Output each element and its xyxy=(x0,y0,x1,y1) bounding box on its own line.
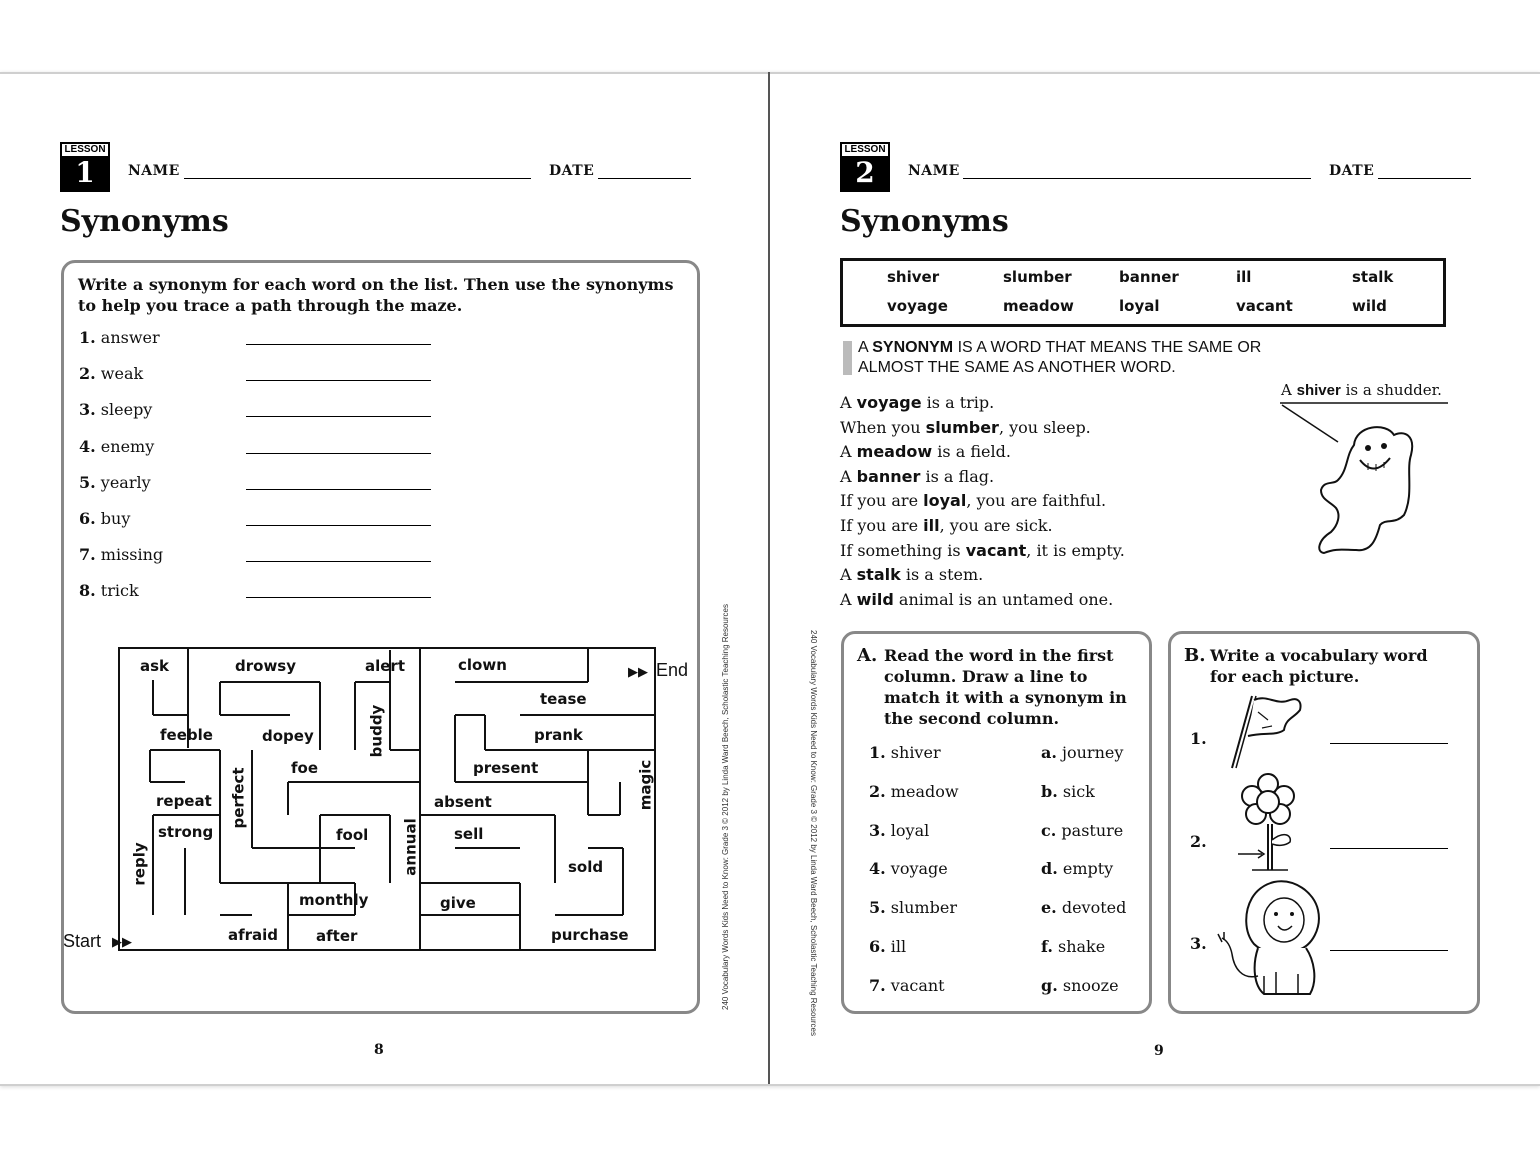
match-right-item[interactable]: f. shake xyxy=(1041,937,1106,956)
flower-stem-icon xyxy=(1230,770,1300,875)
maze-word-magic: magic xyxy=(636,759,655,811)
synonym-answer-field[interactable] xyxy=(246,400,431,417)
maze-word-repeat: repeat xyxy=(156,792,212,810)
lesson-badge xyxy=(60,142,110,192)
name-label: NAME xyxy=(128,163,180,179)
definition-sentence: A banner is a flag. xyxy=(840,466,995,486)
definition-sentence: A stalk is a stem. xyxy=(840,565,984,585)
synonym-answer-field[interactable] xyxy=(246,509,431,526)
lion-icon xyxy=(1214,876,1329,998)
maze-word-fool: fool xyxy=(336,826,369,844)
synonym-answer-field[interactable] xyxy=(246,473,431,490)
maze-word-present: present xyxy=(473,759,539,777)
maze-word-dopey: dopey xyxy=(262,727,314,745)
copyright-credit: 240 Vocabulary Words Kids Need to Know: Grade 3 © 2012 by Linda Ward Beech, Scholastic Teaching Resources xyxy=(809,630,818,1036)
maze-word-after: after xyxy=(316,927,358,945)
synonym-list-item: 1. answer xyxy=(79,328,160,347)
match-left-item[interactable]: 6. ill xyxy=(869,937,907,956)
picture-item-number: 3. xyxy=(1190,934,1207,953)
page-number: 8 xyxy=(374,1042,384,1058)
synonym-list-item: 8. trick xyxy=(79,581,139,601)
maze-word-ask: ask xyxy=(140,657,170,675)
match-right-item[interactable]: g. snooze xyxy=(1041,975,1119,995)
date-field[interactable] xyxy=(1378,160,1471,179)
match-left-item[interactable]: 1. shiver xyxy=(869,743,941,762)
definition-sentence: A wild animal is an untamed one. xyxy=(840,589,1114,609)
maze-word-annual: annual xyxy=(401,818,420,876)
maze-word-buddy: buddy xyxy=(367,704,386,758)
synonym-list-item: 3. sleepy xyxy=(79,400,153,420)
maze-word-drowsy: drowsy xyxy=(235,657,297,675)
match-right-item[interactable]: a. journey xyxy=(1041,743,1124,762)
definition-sentence: A meadow is a field. xyxy=(840,442,1011,462)
page-title: Synonyms xyxy=(60,204,229,239)
date-field[interactable] xyxy=(598,160,691,179)
lesson-label: LESSON xyxy=(842,144,888,156)
word-bank-item: loyal xyxy=(1119,297,1160,315)
definition-bar xyxy=(843,341,852,375)
page-gutter xyxy=(768,72,770,1084)
instructions: Write a synonym for each word on the list. Then use the synonyms to help you trace a path through the maze. xyxy=(78,275,674,315)
synonym-list-item: 5. yearly xyxy=(79,472,151,492)
definition-sentence: If you are ill, you are sick. xyxy=(840,516,1053,535)
synonym-answer-field[interactable] xyxy=(246,328,431,345)
maze-word-feeble: feeble xyxy=(160,726,213,744)
maze-word-tease: tease xyxy=(540,690,587,708)
maze-word-purchase: purchase xyxy=(551,926,629,944)
date-label: DATE xyxy=(1329,163,1375,179)
word-bank-item: wild xyxy=(1352,297,1387,315)
match-right-item[interactable]: e. devoted xyxy=(1041,898,1127,918)
section-b-instructions: Write a vocabulary word for each picture. xyxy=(1210,646,1428,686)
maze-word-absent: absent xyxy=(434,793,492,811)
maze-word-reply: reply xyxy=(130,842,149,886)
picture-item-number: 2. xyxy=(1190,832,1207,851)
word-bank-item: voyage xyxy=(887,297,948,315)
word-bank-item: meadow xyxy=(1003,297,1074,315)
synonym-answer-field[interactable] xyxy=(246,364,431,381)
picture-answer-field[interactable] xyxy=(1330,830,1448,849)
lesson-number: 1 xyxy=(75,156,95,189)
word-bank-item: stalk xyxy=(1352,268,1394,286)
maze-word-sold: sold xyxy=(568,858,604,876)
synonym-answer-field[interactable] xyxy=(246,545,431,562)
definition-sentence: If something is vacant, it is empty. xyxy=(840,540,1125,560)
synonym-definition: A SYNONYM IS A WORD THAT MEANS THE SAME OR ALMOST THE SAME AS ANOTHER WORD. xyxy=(858,339,1262,376)
word-bank-item: vacant xyxy=(1236,297,1293,315)
date-label: DATE xyxy=(549,163,595,179)
synonym-list-item: 7. missing xyxy=(79,545,164,565)
copyright-credit: 240 Vocabulary Words Kids Need to Know: Grade 3 © 2012 by Linda Ward Beech, Scholastic Teaching Resources xyxy=(721,604,730,1010)
word-bank-item: slumber xyxy=(1003,268,1072,286)
match-left-item[interactable]: 2. meadow xyxy=(869,781,959,801)
synonym-list-item: 2. weak xyxy=(79,364,144,384)
lesson-number: 2 xyxy=(855,156,875,189)
definition-sentence: If you are loyal, you are faithful. xyxy=(840,491,1107,511)
synonym-answer-field[interactable] xyxy=(246,437,431,454)
word-bank-item: ill xyxy=(1236,268,1252,286)
picture-answer-field[interactable] xyxy=(1330,932,1448,951)
maze-word-prank: prank xyxy=(534,726,583,744)
start-arrow-icon: ▶▶ xyxy=(112,935,132,950)
maze-word-alert: alert xyxy=(365,657,406,675)
name-field[interactable] xyxy=(963,160,1311,179)
maze-word-clown: clown xyxy=(458,656,507,674)
maze-word-afraid: afraid xyxy=(228,926,279,944)
maze-word-sell: sell xyxy=(454,825,484,843)
definition-sentence: When you slumber, you sleep. xyxy=(840,417,1091,437)
match-left-item[interactable]: 7. vacant xyxy=(869,975,945,995)
name-label: NAME xyxy=(908,163,960,179)
section-a-letter: A. xyxy=(857,645,878,666)
name-field[interactable] xyxy=(184,160,531,179)
synonym-list-item: 4. enemy xyxy=(79,436,155,456)
definition-sentence: A voyage is a trip. xyxy=(840,393,995,412)
match-left-item[interactable]: 3. loyal xyxy=(869,820,930,840)
word-bank-item: shiver xyxy=(887,268,940,286)
match-right-item[interactable]: c. pasture xyxy=(1041,820,1124,840)
lesson-badge xyxy=(840,142,890,192)
synonym-answer-field[interactable] xyxy=(246,581,431,598)
maze-start-label: Start xyxy=(63,931,102,951)
maze-word-give: give xyxy=(440,894,476,912)
match-left-item[interactable]: 5. slumber xyxy=(869,898,957,918)
picture-item-number: 1. xyxy=(1190,729,1207,748)
match-left-item[interactable]: 4. voyage xyxy=(869,859,948,879)
match-right-item[interactable]: b. sick xyxy=(1041,781,1095,801)
ghost-icon xyxy=(1276,400,1456,560)
picture-answer-field[interactable] xyxy=(1330,725,1448,744)
maze-word-perfect: perfect xyxy=(229,767,248,829)
end-arrow-icon: ▶▶ xyxy=(628,665,648,680)
maze-word-strong: strong xyxy=(158,823,214,841)
maze-word-foe: foe xyxy=(291,759,319,777)
definition-term: SYNONYM xyxy=(872,339,954,356)
section-b-letter: B. xyxy=(1184,645,1206,666)
page-title: Synonyms xyxy=(840,204,1009,239)
synonym-list-item: 6. buy xyxy=(79,509,131,528)
flag-icon xyxy=(1228,692,1308,772)
maze-word-monthly: monthly xyxy=(299,891,369,909)
match-right-item[interactable]: d. empty xyxy=(1041,859,1114,879)
page-number: 9 xyxy=(1154,1043,1164,1059)
section-a-instructions: Read the word in the first column. Draw a line to match it with a synonym in the second column. xyxy=(884,646,1127,728)
lesson-label: LESSON xyxy=(62,144,108,156)
ghost-caption: A shiver is a shudder. xyxy=(1281,381,1442,399)
maze-end-label: End xyxy=(656,660,689,680)
word-bank-item: banner xyxy=(1119,268,1179,286)
